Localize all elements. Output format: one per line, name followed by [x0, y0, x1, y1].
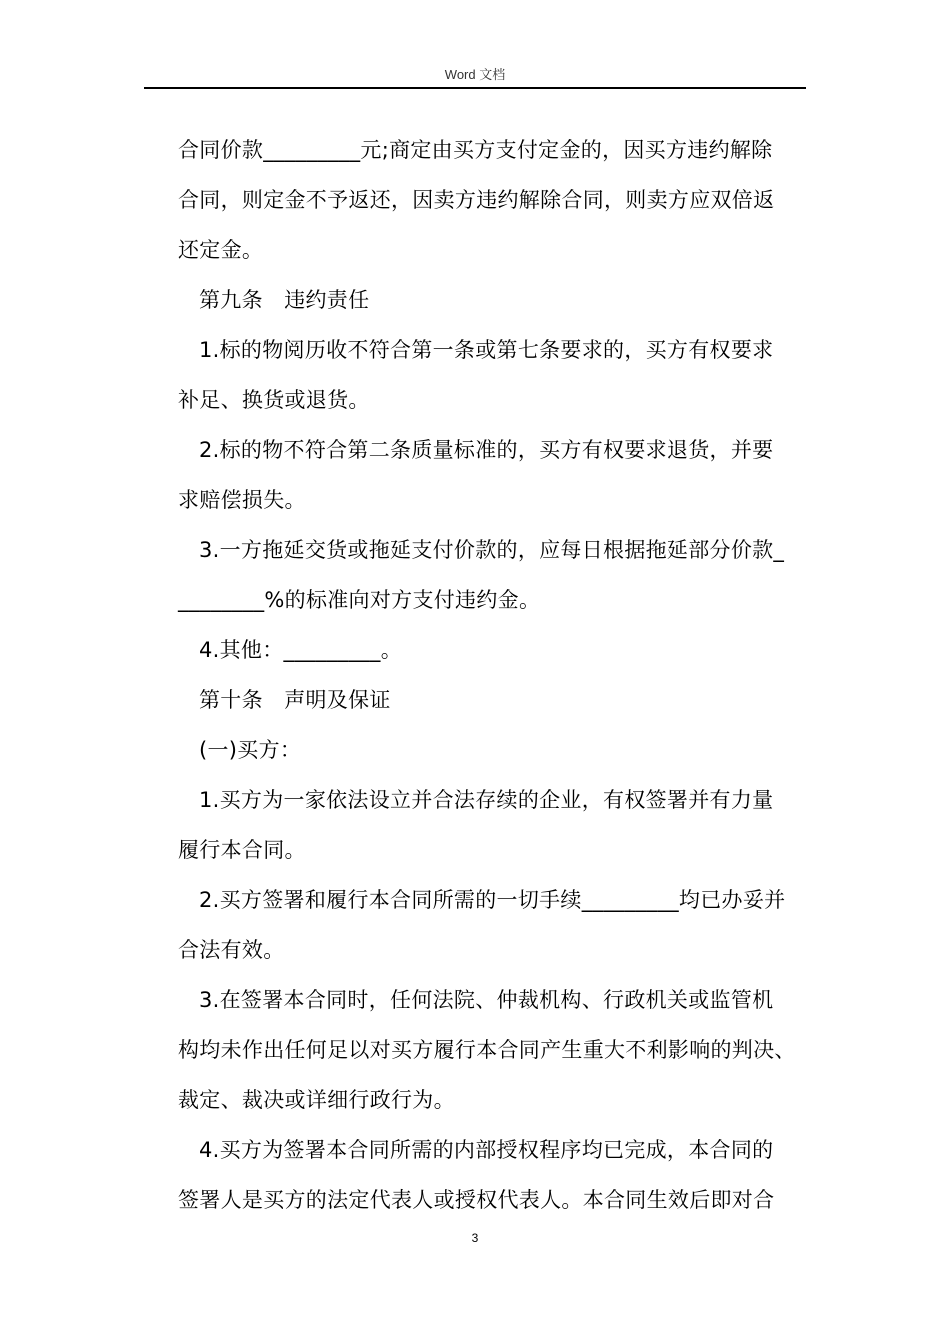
text-line: 2.标的物不符合第二条质量标准的，买方有权要求退货，并要	[199, 438, 774, 462]
text-line: 求赔偿损失。	[178, 488, 306, 512]
text-line: 第十条 声明及保证	[199, 688, 391, 712]
text-line: 签署人是买方的法定代表人或授权代表人。本合同生效后即对合	[178, 1188, 775, 1212]
header-divider	[144, 87, 806, 89]
document-body	[178, 125, 806, 1225]
text-line: 合法有效。	[178, 938, 285, 962]
text-line: 履行本合同。	[178, 838, 306, 862]
text-line: 构均未作出任何足以对买方履行本合同产生重大不利影响的判决、	[178, 1038, 796, 1062]
text-line: 1.买方为一家依法设立并合法存续的企业，有权签署并有力量	[199, 788, 774, 812]
text-line: 3.一方拖延交货或拖延支付价款的，应每日根据拖延部分价款_	[199, 538, 785, 562]
text-line: 3.在签署本合同时，任何法院、仲裁机构、行政机关或监管机	[199, 988, 774, 1012]
page-header-title: Word 文档	[444, 67, 506, 82]
text-line: 补足、换货或退货。	[178, 388, 370, 412]
text-line: 还定金。	[178, 238, 264, 262]
text-line: 裁定、裁决或详细行政行为。	[178, 1088, 455, 1112]
text-line: 4.其他：_________。	[199, 638, 403, 662]
text-line: 合同价款_________元;商定由买方支付定金的，因买方违约解除	[178, 138, 773, 162]
text-line: 第九条 违约责任	[199, 288, 370, 312]
page-number: 3	[471, 1231, 479, 1245]
text-line: 4.买方为签署本合同所需的内部授权程序均已完成，本合同的	[199, 1138, 774, 1162]
text-line: 2.买方签署和履行本合同所需的一切手续_________均已办妥并	[199, 888, 786, 912]
text-line: (一)买方：	[199, 738, 302, 762]
text-line: 合同，则定金不予返还，因卖方违约解除合同，则卖方应双倍返	[178, 188, 775, 212]
text-line: 1.标的物阅历收不符合第一条或第七条要求的，买方有权要求	[199, 338, 774, 362]
text-line: ________%的标准向对方支付违约金。	[178, 588, 541, 612]
